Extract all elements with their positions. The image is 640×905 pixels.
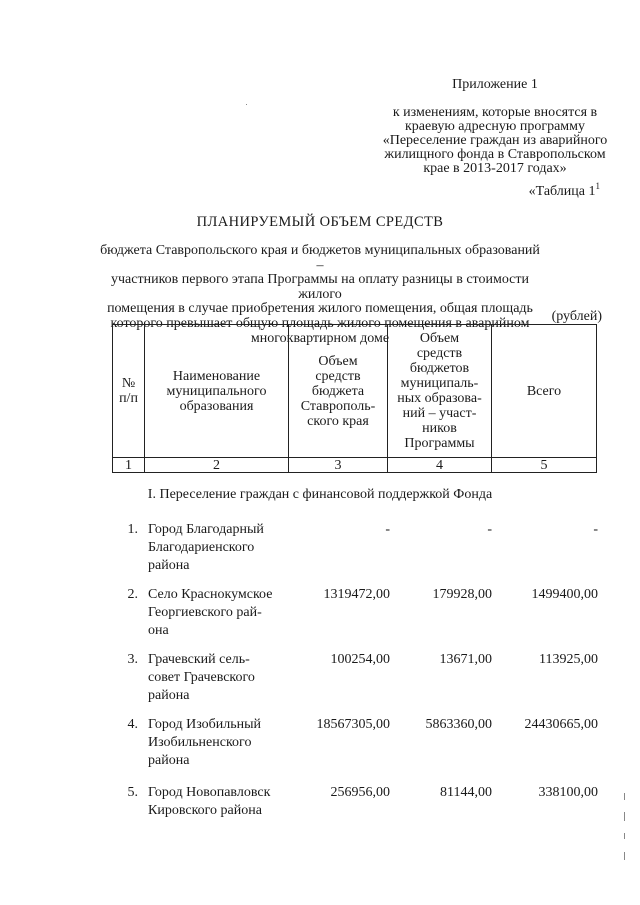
- row-number: 1.: [127, 522, 138, 537]
- scan-artifact: [246, 104, 247, 105]
- row-number: 2.: [127, 587, 138, 602]
- scan-artifact: [624, 812, 625, 821]
- units-label: (рублей): [551, 309, 602, 324]
- row-number: 3.: [127, 652, 138, 667]
- row-municipality: Грачевский сель- совет Грачевского района: [148, 652, 255, 703]
- column-number-cell: 4: [388, 458, 492, 473]
- subtitle-line: которого превышает общую площадь жилого помещения в аварийном: [110, 315, 530, 331]
- row-regional-value: 18567305,00: [316, 717, 390, 732]
- header-col-number: № п/п: [113, 325, 145, 458]
- row-regional-value: 100254,00: [330, 652, 390, 667]
- appendix-line: «Переселение граждан из аварийного: [382, 133, 608, 148]
- row-number: 4.: [127, 717, 138, 732]
- row-total-value: -: [593, 522, 598, 537]
- row-municipality: Город Изобильный Изобильненского района: [148, 717, 262, 768]
- table-reference: [529, 181, 600, 200]
- row-municipal-value: 5863360,00: [425, 717, 492, 732]
- column-number-cell: 1: [113, 458, 145, 473]
- section-title: I. Переселение граждан с финансовой поддержкой Фонда: [147, 487, 493, 502]
- appendix-line: крае в 2013-2017 годах»: [423, 161, 567, 176]
- appendix-line: к изменениям, которые вносятся в: [392, 105, 598, 120]
- row-regional-value: 1319472,00: [323, 587, 390, 602]
- row-total-value: 113925,00: [539, 652, 598, 667]
- subtitle-line: многоквартирном доме: [250, 330, 390, 346]
- row-total-value: 338100,00: [538, 785, 598, 800]
- document-title: ПЛАНИРУЕМЫЙ ОБЪЕМ СРЕДСТВ: [196, 214, 444, 230]
- row-municipal-value: 81144,00: [440, 785, 492, 800]
- subtitle-line: участников первого этапа Программы на оплату разницы в стоимости жилого: [111, 272, 529, 302]
- row-municipal-value: -: [487, 522, 492, 537]
- header-col-total: Всего: [492, 325, 597, 458]
- row-municipality: Город Благодарный Благодариенского района: [148, 522, 264, 573]
- row-municipal-value: 13671,00: [439, 652, 492, 667]
- row-regional-value: -: [385, 522, 390, 537]
- row-number: 5.: [127, 785, 138, 800]
- table-header: [112, 324, 597, 473]
- header-col-municipality: Наименование муниципального образования: [145, 325, 289, 458]
- row-regional-value: 256956,00: [330, 785, 390, 800]
- subtitle-line: помещения в случае приобретения жилого помещения, общая площадь: [107, 301, 533, 317]
- scan-artifact: [624, 833, 625, 839]
- appendix-line: краевую адресную программу: [404, 119, 586, 134]
- row-total-value: 24430665,00: [524, 717, 598, 732]
- row-municipal-value: 179928,00: [432, 587, 492, 602]
- table-reference-superscript: 1: [595, 181, 600, 191]
- column-number-cell: 2: [145, 458, 289, 473]
- row-total-value: 1499400,00: [531, 587, 598, 602]
- row-municipality: Село Краснокумское Георгиевского рай- она: [148, 587, 273, 638]
- appendix-title: Приложение 1: [452, 77, 538, 92]
- column-number-cell: 3: [289, 458, 388, 473]
- row-municipality: Город Новопавловск Кировского района: [148, 785, 271, 818]
- scan-artifact: [624, 852, 625, 860]
- table-reference-text: «Таблица 1: [528, 184, 596, 199]
- appendix-reference: [380, 106, 610, 176]
- appendix-line: жилищного фонда в Ставропольском: [384, 147, 606, 162]
- header-col-regional-budget: Объем средств бюджета Ставрополь- ского края: [289, 325, 388, 458]
- scan-artifact: [624, 793, 625, 800]
- subtitle-line: бюджета Ставропольского края и бюджетов муниципальных образований –: [100, 243, 540, 273]
- header-col-municipal-budget: Объем средств бюджетов муниципаль- ных образова- ний – участ- ников Программы: [388, 325, 492, 458]
- column-number-cell: 5: [492, 458, 597, 473]
